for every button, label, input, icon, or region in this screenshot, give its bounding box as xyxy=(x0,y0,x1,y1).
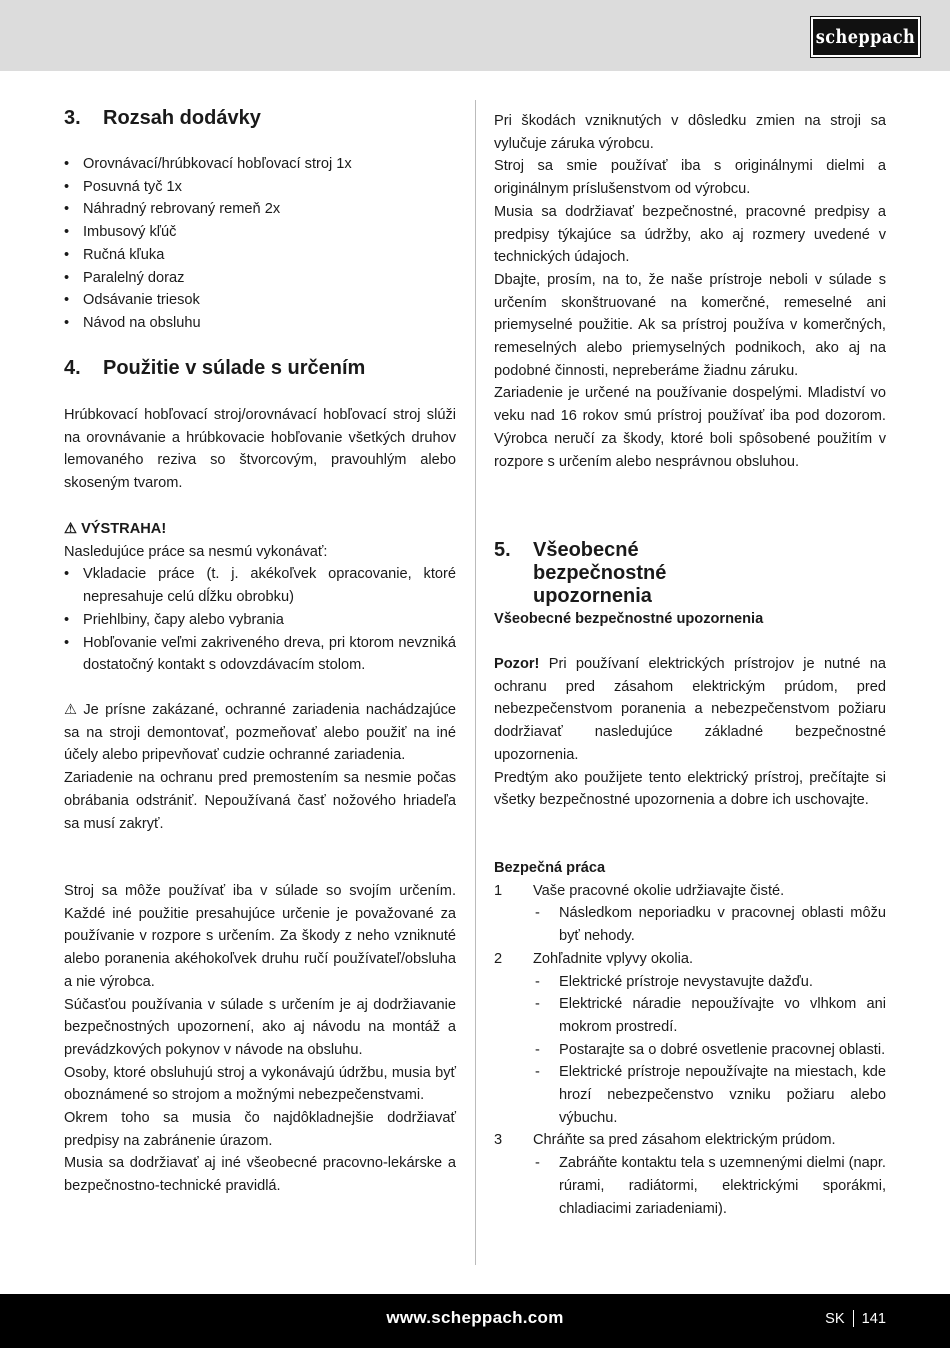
paragraph: Súčasťou používania v súlade s určením je aj dodržiavanie bezpečnostných upozornení, ako aj návodu na montáž a prevádzkových pokynov v návode na obsluhu. xyxy=(64,996,456,1058)
paragraph: Stroj sa smie používať iba s originálnymi dielmi a originálnym príslušenstvom od výrobcu. xyxy=(494,158,886,198)
forbidden-block xyxy=(64,699,456,835)
footer-bar xyxy=(0,1294,950,1348)
warning-title: ⚠ VÝSTRAHA! xyxy=(64,518,456,541)
item-number: 3 xyxy=(494,1132,503,1149)
page-indicator xyxy=(825,1310,886,1327)
forbidden-text: ⚠ Je prísne zakázané, ochranné zariadenia nachádzajúce sa na stroji demontovať, pozmeňovať alebo použiť na iné účely alebo pripevňovať cudzie ochranné zariadenia. xyxy=(64,699,456,767)
list-item: • Paralelný doraz xyxy=(64,267,456,290)
page-number: 141 xyxy=(861,1310,886,1327)
pozor-label: Pozor! xyxy=(494,656,540,672)
list-item: • Náhradný rebrovaný remeň 2x xyxy=(64,198,456,221)
section-4-heading xyxy=(64,357,456,380)
safe-work-title: Bezpečná práca xyxy=(494,860,606,876)
pozor-text: Pozor! Pri používaní elektrických prístrojov je nutné na ochranu pred zásahom elektrickým prúdom, pred nebezpečenstvom poranenia a nebezpečenstvom požiaru dodržiavať nasledujúce základné bezpečnostné upozornenia. xyxy=(494,656,886,763)
paragraph: Dbajte, prosím, na to, že naše prístroje neboli v súlade s určením skonštruované na komerčné, remeselné ani priemyselné použitie. Ak sa prístroj používa v komerčných, remeselných alebo priemyselných podnikoch, ako aj na podobné činnosti, nepreberáme žiadnu záruku. xyxy=(494,271,886,379)
list-item: 3 Chráňte sa pred zásahom elektrickým prúdom. - Zabráňte kontaktu tela s uzemnenými dielmi (napr. rúrami, radiátormi, elektrickými sporákmi, chladiacimi zariadeniami). xyxy=(494,1129,886,1220)
paragraph: Stroj sa môže používať iba v súlade so svojím určením. Každé iné použitie presahujúce určenie je považované za používanie v rozpore s určením. Za škody z neho vzniknuté alebo poranenia akéhokoľvek druhu ručí používateľ/obsluha a nie výrobca. xyxy=(64,883,456,990)
intended-use-text: Hrúbkovací hobľovací stroj/orovnávací hobľovací stroj slúži na orovnávanie a hrúbkovacie hobľovanie všetkých druhov lemovaného reziva so štvorcovým, pravouhlým alebo skoseným tvarom. xyxy=(64,407,456,492)
sub-item: - Elektrické náradie nepoužívajte vo vlhkom ani mokrom prostredí. xyxy=(533,993,886,1038)
warning-lead: Nasledujúce práce sa nesmú vykonávať: xyxy=(64,543,328,560)
section-3-title: Rozsah dodávky xyxy=(103,107,261,129)
column-divider xyxy=(475,100,476,1265)
separator xyxy=(853,1310,854,1327)
warning-icon: ⚠ xyxy=(64,521,78,537)
list-item: 2 Zohľadnite vplyvy okolia. - Elektrické prístroje nevystavujte dažďu. - Elektrické náradie nepoužívajte vo vlhkom ani mokrom prostredí. - Postarajte sa o dobré osvetlenie pracovnej oblasti. - Elektrické prístroje nepoužívajte na miestach, kde hrozí nebezpečenstvo vzniku požiaru alebo výbuchu. xyxy=(494,948,886,1130)
paragraph: Musia sa dodržiavať aj iné všeobecné pracovno-lekárske a bezpečnostno-technické pravidlá. xyxy=(64,1155,456,1195)
sub-item: - Elektrické prístroje nepoužívajte na miestach, kde hrozí nebezpečenstvo vzniku požiaru alebo výbuchu. xyxy=(533,1061,886,1129)
list-item: 1 Vaše pracovné okolie udržiavajte čisté. - Následkom neporiadku v pracovnej oblasti môžu byť nehody. xyxy=(494,880,886,948)
list-item: • Imbusový kľúč xyxy=(64,221,456,244)
paragraph: Osoby, ktoré obsluhujú stroj a vykonávajú údržbu, musia byť oboznámené so strojom a možnými nebezpečenstvami. xyxy=(64,1064,456,1104)
section-5-subheading-block xyxy=(494,608,886,631)
list-item: • Vkladacie práce (t. j. akékoľvek opracovanie, ktoré nepresahuje celú dĺžku obrobku) xyxy=(64,563,456,608)
paragraph: Okrem toho sa musia čo najdôkladnejšie dodržiavať predpisy na zabránenie úrazom. xyxy=(64,1110,456,1149)
usage-block xyxy=(64,880,456,1198)
website-link[interactable]: www.scheppach.com xyxy=(386,1308,564,1327)
section-4-number: 4. xyxy=(64,357,81,379)
delivery-list xyxy=(64,153,456,335)
sub-item: - Postarajte sa o dobré osvetlenie pracovnej oblasti. xyxy=(533,1039,886,1062)
warning-list xyxy=(64,563,456,677)
language-code: SK xyxy=(825,1310,845,1327)
bridging-text: Zariadenie na ochranu pred premostením sa nesmie počas obrábania odstrániť. Nepoužívaná časť nožového hriadeľa sa musí zakryť. xyxy=(64,770,456,832)
list-item: • Hobľovanie veľmi zakriveného dreva, pri ktorom nevzniká dostatočný kontakt s odovzdávacím stolom. xyxy=(64,632,456,677)
safe-work-list xyxy=(494,880,886,1221)
pozor-block xyxy=(494,653,886,812)
sub-item: - Elektrické prístroje nevystavujte dažďu. xyxy=(533,971,886,994)
sub-list xyxy=(533,971,886,1130)
list-item: • Ručná kľuka xyxy=(64,244,456,267)
section-5-heading xyxy=(494,539,886,608)
sub-list xyxy=(533,902,886,947)
list-item: • Priehlbiny, čapy alebo vybrania xyxy=(64,609,456,632)
section-3 xyxy=(64,107,456,335)
section-5 xyxy=(494,539,886,608)
sub-list xyxy=(533,1152,886,1220)
paragraph: Pri škodách vzniknutých v dôsledku zmien na stroji sa vylučuje záruka výrobcu. xyxy=(494,113,886,152)
read-instructions-text: Predtým ako použijete tento elektrický prístroj, prečítajte si všetky bezpečnostné upozornenia a dobre ich uschovajte. xyxy=(494,769,886,809)
right-intro xyxy=(494,110,886,473)
section-4 xyxy=(64,357,456,380)
item-number: 1 xyxy=(494,882,503,899)
paragraph: Zariadenie je určené na používanie dospelými. Mladiství vo veku nad 16 rokov smú prístroj používať iba pod dozorom. Výrobca neručí za škody, ktoré boli spôsobené použitím v rozpore s určením alebo nesprávnou obsluhou. xyxy=(494,385,886,470)
list-item: • Návod na obsluhu xyxy=(64,312,456,335)
section-3-heading xyxy=(64,107,456,130)
item-number: 2 xyxy=(494,950,503,967)
section-5-subheading: Všeobecné bezpečnostné upozornenia xyxy=(494,611,764,627)
section-5-number: 5. xyxy=(494,539,511,561)
section-5-title: Všeobecné bezpečnostné upozornenia xyxy=(533,539,667,607)
safe-work-block xyxy=(494,857,886,1220)
brand-logo-text: scheppach xyxy=(815,26,916,48)
section-3-number: 3. xyxy=(64,107,81,129)
paragraph: Musia sa dodržiavať bezpečnostné, pracovné predpisy a predpisy týkajúce sa údržby, ako aj rozmery uvedené v technických údajoch. xyxy=(494,203,886,266)
list-item: • Orovnávací/hrúbkovací hobľovací stroj 1x xyxy=(64,153,456,176)
section-4-title: Použitie v súlade s určením xyxy=(103,357,366,379)
sub-item: - Zabráňte kontaktu tela s uzemnenými dielmi (napr. rúrami, radiátormi, elektrickými sporákmi, chladiacimi zariadeniami). xyxy=(533,1152,886,1220)
list-item: • Odsávanie triesok xyxy=(64,289,456,312)
list-item: • Posuvná tyč 1x xyxy=(64,176,456,199)
warning-icon: ⚠ xyxy=(64,702,78,718)
sub-item: - Následkom neporiadku v pracovnej oblasti môžu byť nehody. xyxy=(533,902,886,947)
brand-logo xyxy=(811,17,920,57)
warning-block xyxy=(64,518,456,677)
header-bar xyxy=(0,0,950,71)
section-4-body xyxy=(64,404,456,495)
